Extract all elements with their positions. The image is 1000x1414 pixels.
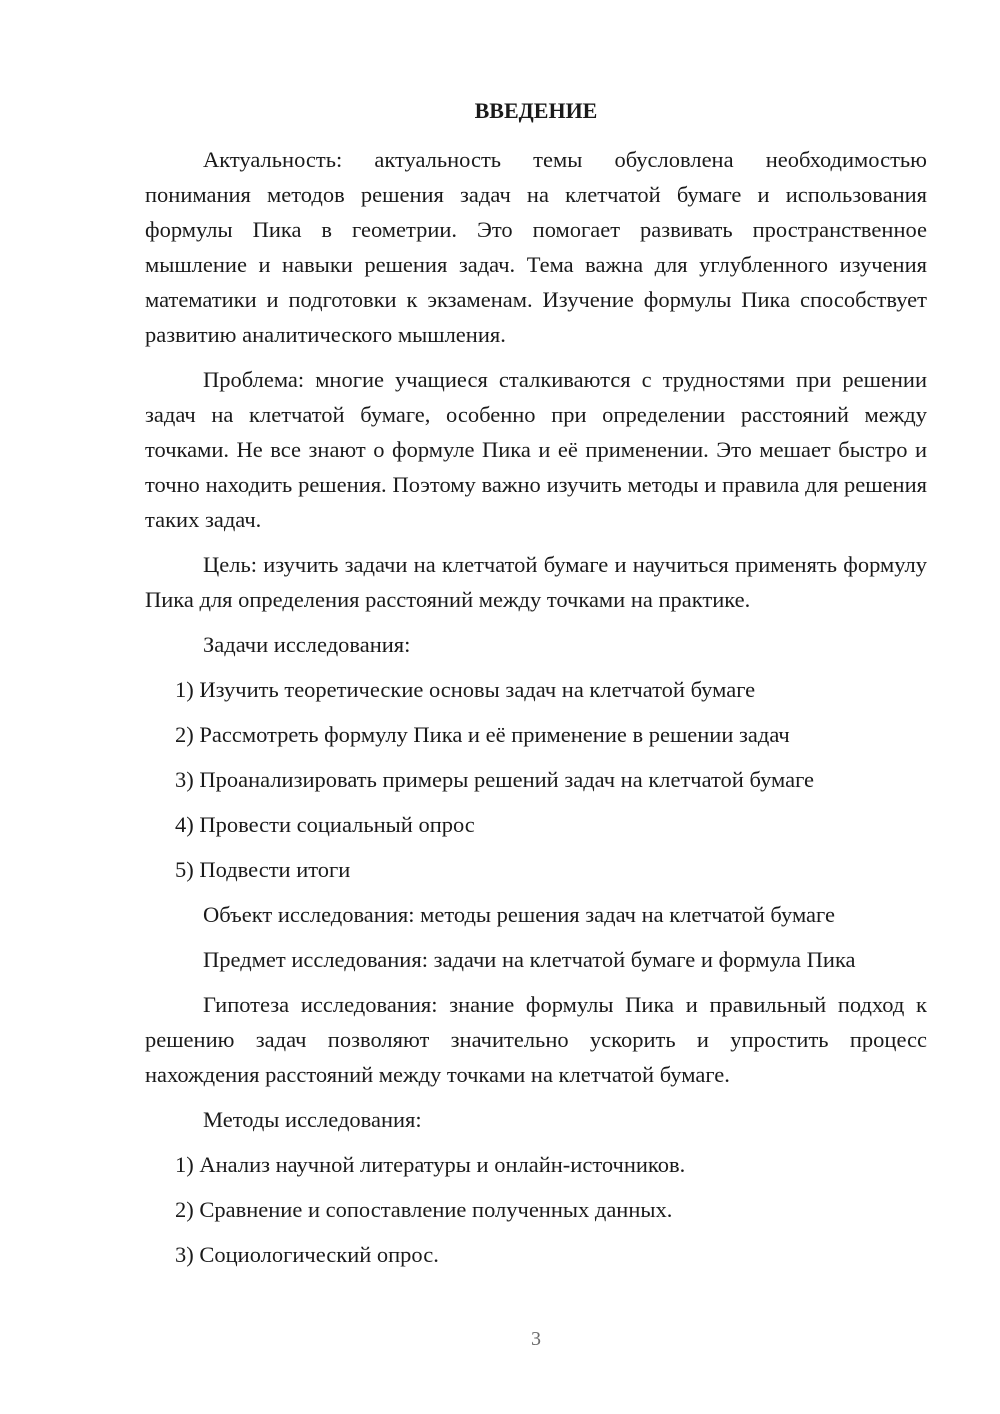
list-item: 3) Проанализировать примеры решений задач на клетчатой бумаге	[175, 767, 815, 792]
problem-paragraph: Проблема: многие учащиеся сталкиваются с трудностями при решении задач на клетчатой бумаге, особенно при определении расстояний между точками. Не все знают о формуле Пика и её применении. Это мешает быстро и точно находить решения. Поэтому важно изучить методы и правила для решения таких задач.	[145, 367, 927, 532]
subject-paragraph: Предмет исследования: задачи на клетчатой бумаге и формула Пика	[203, 947, 856, 972]
page-title: ВВЕДЕНИЕ	[474, 98, 598, 123]
hypothesis-paragraph: Гипотеза исследования: знание формулы Пика и правильный подход к решению задач позволяют значительно ускорить и упростить процесс нахождения расстояний между точками на клетчатой бумаге.	[145, 992, 927, 1087]
list-item: 3) Социологический опрос.	[175, 1242, 439, 1267]
methods-heading: Методы исследования:	[203, 1107, 422, 1132]
list-item: 1) Анализ научной литературы и онлайн-источников.	[175, 1152, 686, 1177]
object-paragraph: Объект исследования: методы решения задач на клетчатой бумаге	[203, 902, 835, 927]
tasks-list	[145, 672, 927, 887]
list-item: 5) Подвести итоги	[175, 857, 351, 882]
list-item: 2) Рассмотреть формулу Пика и её применение в решении задач	[175, 722, 790, 747]
list-item: 1) Изучить теоретические основы задач на клетчатой бумаге	[175, 677, 756, 702]
goal-paragraph: Цель: изучить задачи на клетчатой бумаге и научиться применять формулу Пика для определения расстояний между точками на практике.	[145, 552, 927, 612]
tasks-heading: Задачи исследования:	[203, 632, 411, 657]
methods-list	[145, 1147, 927, 1272]
document-page	[145, 96, 927, 1282]
list-item: 2) Сравнение и сопоставление полученных данных.	[175, 1197, 673, 1222]
page-number: 3	[531, 1328, 541, 1350]
list-item: 4) Провести социальный опрос	[175, 812, 475, 837]
relevance-paragraph: Актуальность: актуальность темы обусловлена необходимостью понимания методов решения задач на клетчатой бумаге и использования формулы Пика в геометрии. Это помогает развивать пространственное мышление и навыки решения задач. Тема важна для углубленного изучения математики и подготовки к экзаменам. Изучение формулы Пика способствует развитию аналитического мышления.	[145, 147, 927, 347]
